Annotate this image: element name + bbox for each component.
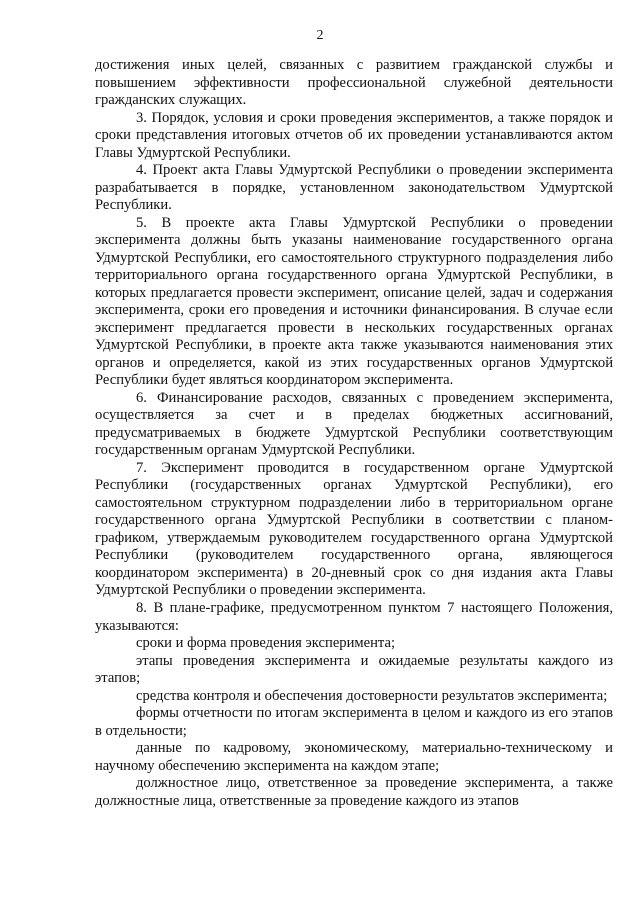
paragraph-6: 6. Финансирование расходов, связанных с проведением эксперимента, осуществляется за счет и в пределах бюджетных ассигнований, предусматриваемых в бюджете Удмуртской Республики соответствующим государственным органам Удмуртской Республики. [95, 389, 613, 458]
list-item-control-means: средства контроля и обеспечения достоверности результатов эксперимента; [136, 687, 608, 704]
list-item-resource-data: данные по кадровому, экономическому, материально-техническому и научному обеспечению эксперимента на каждом этапе; [95, 740, 613, 774]
paragraph-8: 8. В плане-графике, предусмотренном пунктом 7 настоящего Положения, указываются: [95, 600, 613, 634]
paragraph-2-continuation: достижения иных целей, связанных с развитием гражданской службы и повышением эффективности профессиональной служебной деятельности гражданских служащих. [95, 57, 613, 108]
list-item-stages-and-results: этапы проведения эксперимента и ожидаемые результаты каждого из этапов; [95, 652, 613, 686]
document-body [95, 57, 613, 810]
page-number: 2 [316, 28, 324, 43]
paragraph-7: 7. Эксперимент проводится в государственном органе Удмуртской Республики (государственных органах Удмуртской Республики), его самостоятельном структурном подразделении либо в территориальном органе государственного органа Удмуртской Республики в соответствии с планом-графиком, утверждаемым руководителем государственного органа Удмуртской Республики (руководителем государственного органа, являющегося координатором эксперимента) в 20-дневный срок со дня издания акта Главы Удмуртской Республики о проведении эксперимента. [95, 459, 613, 598]
list-item-reporting-forms: формы отчетности по итогам эксперимента в целом и каждого из его этапов в отдельности; [95, 705, 613, 739]
list-item-responsible-official: должностное лицо, ответственное за проведение эксперимента, а также должностные лица, ответственные за проведение каждого из этапов [95, 775, 613, 809]
paragraph-5: 5. В проекте акта Главы Удмуртской Республики о проведении эксперимента должны быть указаны наименование государственного органа Удмуртской Республики, его самостоятельного структурного подразделения либо территориального органа государственного органа Удмуртской Республики, в которых предлагается провести эксперимент, описание целей, задач и содержания эксперимента, сроки его проведения и источники финансирования. В случае если эксперимент предлагается провести в нескольких государственных органах Удмуртской Республики, в проекте акта также указываются наименования этих органов и определяется, какой из этих государственных органов Удмуртской Республики будет являться координатором эксперимента. [95, 214, 613, 388]
list-item-terms-and-form: сроки и форма проведения эксперимента; [136, 635, 396, 651]
paragraph-4: 4. Проект акта Главы Удмуртской Республики о проведении эксперимента разрабатывается в порядке, установленном законодательством Удмуртской Республики. [95, 162, 613, 213]
paragraph-3: 3. Порядок, условия и сроки проведения экспериментов, а также порядок и сроки представления итоговых отчетов об их проведении устанавливаются актом Главы Удмуртской Республики. [95, 109, 613, 161]
